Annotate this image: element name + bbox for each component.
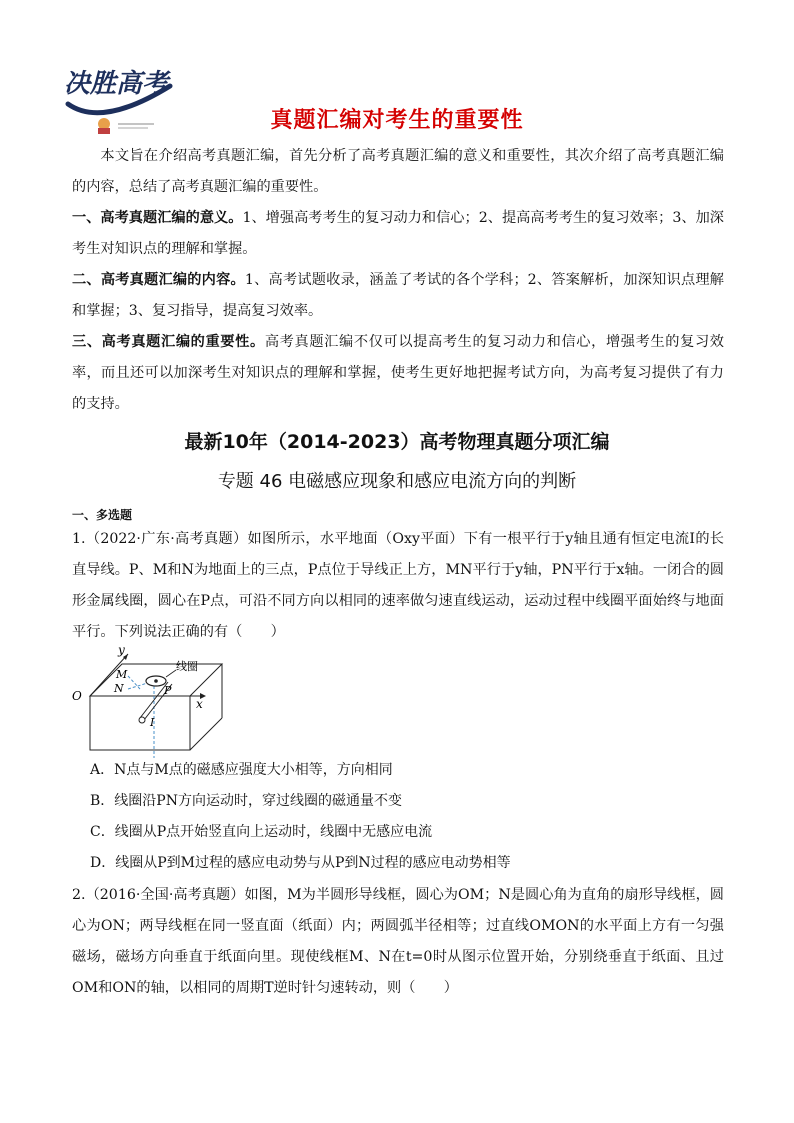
- main-heading: 最新10年（2014-2023）高考物理真题分项汇编: [184, 431, 610, 453]
- point-label: 二、高考真题汇编的内容。: [72, 272, 245, 288]
- point-label: 一、高考真题汇编的意义。: [72, 210, 243, 226]
- point-significance: [72, 203, 724, 265]
- label-coil: 线圈: [176, 660, 198, 673]
- intro-paragraph: 本文旨在介绍高考真题汇编，首先分析了高考真题汇编的意义和重要性，其次介绍了高考真题汇编的内容，总结了高考真题汇编的重要性。: [72, 148, 724, 195]
- point-text: 高考真题汇编不仅可以提高考生的复习动力和信心，增强考生的复习效率，而且还可以加深考生对知识点的理解和掌握，使考生更好地把握考试方向，为高考复习提供了有力的支持。: [72, 334, 724, 412]
- label-m: M: [116, 668, 128, 681]
- question-1-text: 1.（2022·广东·高考真题）如图所示，水平地面（Oxy平面）下有一根平行于y轴且通有恒定电流I的长直导线。P、M和N为地面上的三点，P点位于导线正上方，MN平行于y轴，PN平行于x轴。一闭合的圆形金属线圈，圆心在P点，可沿不同方向以相同的速率做匀速直线运动，运动过程中线圈平面始终与地面平行。下列说法正确的有（ ）: [72, 531, 724, 640]
- label-o: O: [72, 689, 82, 703]
- option-a[interactable]: A．N点与M点的磁感应强度大小相等，方向相同: [90, 762, 393, 778]
- page-title: 真题汇编对考生的重要性: [270, 108, 524, 133]
- section-label: 一、多选题: [72, 508, 133, 522]
- label-p: P: [164, 684, 172, 697]
- option-b[interactable]: B．线圈沿PN方向运动时，穿过线圈的磁通量不变: [90, 793, 402, 809]
- sub-heading: 专题 46 电磁感应现象和感应电流方向的判断: [217, 471, 577, 492]
- point-importance: [72, 327, 724, 420]
- label-n: N: [114, 682, 124, 695]
- question-1-diagram: [70, 640, 240, 758]
- label-i: I: [150, 716, 155, 729]
- label-x: x: [196, 697, 203, 711]
- question-2-text: 2.（2016·全国·高考真题）如图，M为半圆形导线框，圆心为OM；N是圆心角为直角的扇形导线框，圆心为ON；两导线框在同一竖直面（纸面）内；两圆弧半径相等；过直线OMON的水平面上方有一匀强磁场，磁场方向垂直于纸面向里。现使线框M、N在t=0时从图示位置开始，分别绕垂直于纸面、且过OM和ON的轴，以相同的周期T逆时针匀速转动，则（ ）: [72, 887, 724, 996]
- point-text: 1、高考试题收录，涵盖了考试的各个学科；2、答案解析，加深知识点理解和掌握；3、复习指导，提高复习效率。: [72, 272, 724, 319]
- point-content: [72, 265, 724, 327]
- option-c[interactable]: C．线圈从P点开始竖直向上运动时，线圈中无感应电流: [90, 824, 433, 840]
- point-text: 1、增强高考考生的复习动力和信心；2、提高高考考生的复习效率；3、加深考生对知识点的理解和掌握。: [72, 210, 724, 257]
- option-d[interactable]: D．线圈从P到M过程的感应电动势与从P到N过程的感应电动势相等: [90, 855, 511, 871]
- point-label: 三、高考真题汇编的重要性。: [72, 334, 265, 350]
- logo-text: 决胜高考: [64, 69, 169, 99]
- label-y: y: [118, 643, 125, 657]
